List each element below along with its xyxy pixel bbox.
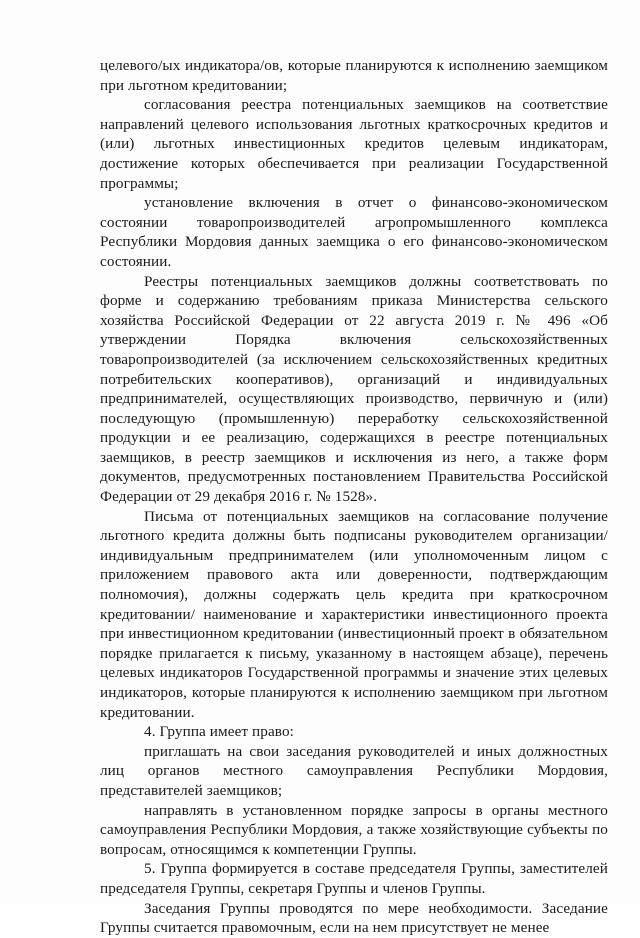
paragraph-8: направлять в установленном порядке запросы в органы местного самоуправления Республики Мордовия, а также хозяйствующие субъекты по вопросам, относящимся к компетенции Группы. <box>100 801 608 858</box>
paragraph-10: Заседания Группы проводятся по мере необходимости. Заседание Группы считается правомочным, если на нем присутствует не менее <box>100 899 608 937</box>
paragraph-1: целевого/ых индикатора/ов, которые планируются к исполнению заемщиком при льготном кредитовании; <box>100 57 608 94</box>
document-body <box>100 56 608 938</box>
paragraph-7: приглашать на свои заседания руководителей и иных должностных лиц органов местного самоуправления Республики Мордовия, представителей заемщиков; <box>100 742 608 799</box>
paragraph-6: 4. Группа имеет право: <box>144 723 294 741</box>
paragraph-5: Письма от потенциальных заемщиков на согласование получение льготного кредита должны быть подписаны руководителем организации/индивидуальным предпринимателем (или уполномоченным лицом с приложением правового акта или доверенности, подтверждающим полномочия), должны содержать цель кредита при краткосрочном кредитовании/ наименование и характеристики инвестиционного проекта при инвестиционном кредитовании (инвестиционный проект в обязательном порядке прилагается к письму, указанному в настоящем абзаце), перечень целевых индикаторов Государственной программы и значение этих целевых индикаторов, которые планируются к исполнению заемщиком при льготном кредитовании. <box>100 507 608 721</box>
paragraph-4: Реестры потенциальных заемщиков должны соответствовать по форме и содержанию требованиям приказа Министерства сельского хозяйства Российской Федерации от 22 августа 2019 г. № 496 «Об утверждении Порядка включения сельскохозяйственных товаропроизводителей (за исключением сельскохозяйственных кредитных потребительских кооперативов), организаций и индивидуальных предпринимателей, осуществляющих производство, первичную и (или) последующую (промышленную) переработку сельскохозяйственной продукции и ее реализацию, содержащихся в реестре потенциальных заемщиков, в реестр заемщиков и исключения из него, а также форм документов, предусмотренных постановлением Правительства Российской Федерации от 29 декабря 2016 г. № 1528». <box>100 272 608 506</box>
paragraph-2: согласования реестра потенциальных заемщиков на соответствие направлений целевого использования льготных краткосрочных кредитов и (или) льготных инвестиционных кредитов целевым индикаторам, достижение которых обеспечивается при реализации Государственной программы; <box>100 96 608 192</box>
paragraph-9: 5. Группа формируется в составе председателя Группы, заместителей председателя Группы, секретаря Группы и членов Группы. <box>100 860 608 897</box>
paragraph-3: установление включения в отчет о финансово-экономическом состоянии товаропроизводителей агропромышленного комплекса Республики Мордовия данных заемщика о его финансово-экономическом состоянии. <box>100 194 608 270</box>
